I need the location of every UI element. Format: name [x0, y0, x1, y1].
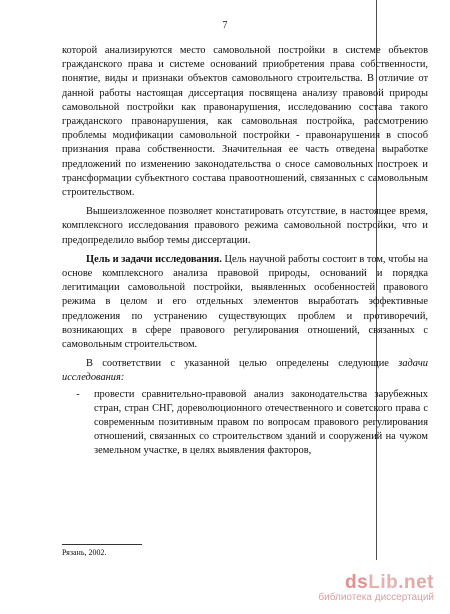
section-heading: Цель и задачи исследования.: [86, 253, 222, 265]
logo-wordmark: dsLib.net: [345, 572, 434, 593]
bullet-dash: -: [76, 388, 80, 400]
paragraph-4: [62, 357, 428, 385]
watermark-logo: [284, 572, 434, 603]
list-item-text: провести сравнительно-правовой анализ законодательства зарубежных стран, стран СНГ, дореволюционного отечественного и советского права с современным позитивным правом по вопросам правового регулирования отношений, связанных со строительством зданий и сооружений на чужом земельном участке, в целях выявления факторов,: [94, 388, 428, 457]
paragraph-3-text: Цель научной работы состоит в том, чтобы на основе комплексного анализа правовой природы, оснований и порядка легитимации самовольной постройки, выявленных особенностей правового режима в целом и его отдельных элементов выработать эффективные предложения по устранению существующих проблем и противоречий, возникающих в сфере правового регулирования отношений, связанных с самовольным строительством.: [62, 253, 428, 351]
footnote: Рязань, 2002.: [62, 548, 107, 557]
paragraph-1: которой анализируются место самовольной постройки в системе объектов гражданского права и системе оснований приобретения права собственности, понятие, виды и признаки объектов самовольного строительства. В отличие от данной работы настоящая диссертация посвящена анализу правовой природы самовольной постройки как правонарушения, исследованию состава такого гражданского правонарушения, как самовольная постройка, рассмотрению проблемы модификации самовольной постройки - правонарушения в способ признания права собственности. Значительная ее часть отведена выработке предложений по изменению законодательства о сносе самовольных построек и трансформации субъектного состава правоотношений, связанных с самовольным строительством.: [62, 45, 428, 199]
logo-subtitle: библиотека диссертаций: [318, 592, 434, 603]
paragraph-2: Вышеизложенное позволяет констатировать отсутствие, в настоящее время, комплексного исследования правового режима самовольной постройки, что и предопределило выбор темы диссертации.: [62, 206, 428, 246]
list-item: [62, 388, 428, 459]
paragraph-4-text: В соответствии с указанной целью определены следующие: [86, 358, 399, 370]
paragraph-3: [62, 253, 428, 352]
tasks-label: задачи исследования:: [62, 358, 428, 384]
document-body: [62, 44, 428, 459]
page-number: 7: [222, 20, 228, 31]
footnote-divider: [62, 544, 142, 545]
